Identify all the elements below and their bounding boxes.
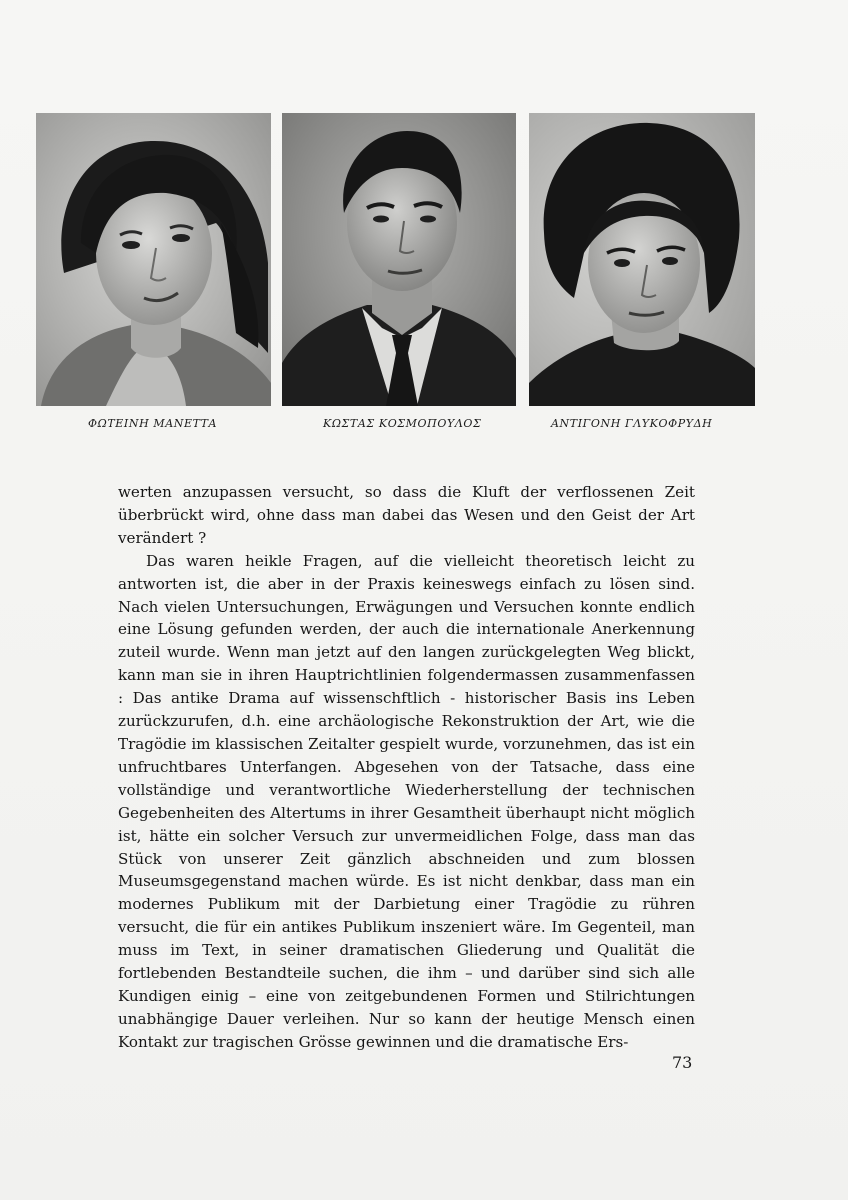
page-number: 73 xyxy=(672,1053,693,1072)
portrait-photo-2 xyxy=(282,113,516,406)
portrait-image-woman-1 xyxy=(36,113,271,406)
paragraph-1: werten anzupassen versucht, so dass die Kluft der verflossenen Zeit überbrückt wird, ohne dass man dabei das Wesen und den Geist der Art verändert ? xyxy=(118,483,695,547)
portrait-photo-3 xyxy=(529,113,755,406)
photo-caption-3: ΑΝΤΙΓΟΝΗ ΓΛΥΚΟΦΡΥΔΗ xyxy=(551,417,713,430)
portrait-image-man xyxy=(282,113,516,406)
photo-caption-1: ΦΩΤΕΙΝΗ ΜΑΝΕΤΤΑ xyxy=(88,417,218,430)
paragraph-2: Das waren heikle Fragen, auf die vielleicht theoretisch leicht zu antworten ist, die aber in der Praxis keineswegs einfach zu lösen sind. Nach vielen Untersuchungen, Erwägungen und Versuchen konnte endlich eine Lösung gefunden werden, der auch die internationale Anerkennung zuteil wurde. Wenn man jetzt auf den langen zurückgelegten Weg blickt, kann man sie in ihren Hauptrichtlinien folgendermassen zusammenfassen : Das antike Drama auf wissenschftlich - historischer Basis ins Leben zurückzurufen, d.h. eine archäologische Rekonstruktion der Art, wie die Tragödie im klassischen Zeitalter gespielt wurde, vorzunehmen, das ist ein unfruchtbares Unterfangen. Abgesehen von der Tatsache, dass eine vollständige und verantwortliche Wiederherstellung der technischen Gegebenheiten des Altertums in ihrer Gesamtheit überhaupt nicht möglich ist, hätte ein solcher Versuch zur unvermeidlichen Folge, dass man das Stück von unserer Zeit gänzlich abschneiden und zum blossen Museumsgegenstand machen würde. Es ist nicht denkbar, dass man ein modernes Publikum mit der Darbietung einer Tragödie zu rühren versucht, die für ein antikes Publikum inszeniert wäre. Im Gegenteil, man muss im Text, in seiner dramatischen Gliederung und Qualität die fortlebenden Bestandteile suchen, die ihm – und darüber sind sich alle Kundigen einig – eine von zeitgebundenen Formen und Stilrichtungen unabhängige Dauer verleihen. Nur so kann der heutige Mensch einen Kontakt zur tragischen Grösse gewinnen und die dramatische Ers- xyxy=(118,551,695,1051)
portrait-image-woman-2 xyxy=(529,113,755,406)
body-text xyxy=(118,481,695,1054)
portrait-photo-1 xyxy=(36,113,271,406)
photo-caption-2: ΚΩΣΤΑΣ ΚΟΣΜΟΠΟΥΛΟΣ xyxy=(323,417,482,430)
